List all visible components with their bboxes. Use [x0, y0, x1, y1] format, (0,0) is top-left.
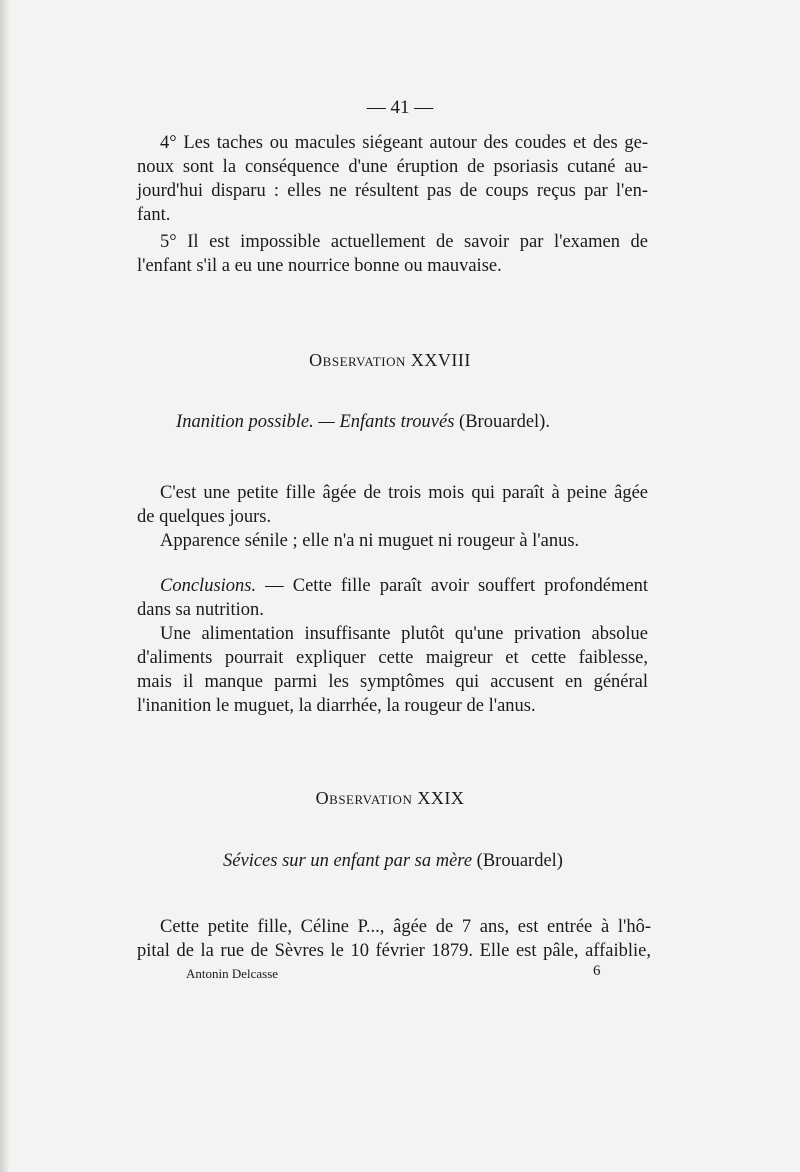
observation-28-subtitle-author: (Brouardel).: [454, 412, 550, 432]
para4-line4: fant.: [137, 205, 171, 225]
footer-signature: 6: [593, 963, 601, 979]
para4-line2: noux sont la conséquence d'une éruption de psoriasis cutané au-: [137, 157, 648, 177]
para5-line1: 5° Il est impossible actuellement de savoir par l'examen de: [160, 232, 648, 252]
para5-line2: l'enfant s'il a eu une nourrice bonne ou mauvaise.: [137, 256, 502, 276]
obs28-conclusions-line4: d'aliments pourrait expliquer cette maigreur et cette faiblesse,: [137, 648, 648, 668]
para4-line1: 4° Les taches ou macules siégeant autour des coudes et des ge-: [160, 133, 648, 153]
conclusions-label: Conclusions.: [160, 576, 257, 596]
obs28-conclusions-line5: mais il manque parmi les symptômes qui accusent en général: [137, 672, 648, 692]
observation-28-subtitle-italic: Inanition possible. — Enfants trouvés: [176, 412, 455, 432]
observation-28-subtitle: [0, 412, 726, 433]
obs28-body-line3: Apparence sénile ; elle n'a ni muguet ni rougeur à l'anus.: [160, 531, 580, 551]
page-number: — 41 —: [366, 97, 434, 118]
obs28-conclusions-line1: [160, 574, 648, 598]
obs29-body-line2: pital de la rue de Sèvres le 10 février 1879. Elle est pâle, affaiblie,: [137, 941, 651, 961]
para4-line3: jourd'hui disparu : elles ne résultent pas de coups reçus par l'en-: [137, 181, 648, 201]
observation-29-heading-text: Observation XXIX: [315, 788, 465, 808]
observation-28-heading-text: Observation XXVIII: [309, 350, 471, 370]
obs28-conclusions-line3: Une alimentation insuffisante plutôt qu'une privation absolue: [160, 624, 648, 644]
conclusions-text: — Cette fille paraît avoir souffert profondément: [256, 576, 648, 596]
obs28-body-line2: de quelques jours.: [137, 507, 272, 527]
observation-29-subtitle: [0, 851, 786, 872]
obs28-body-line1: C'est une petite fille âgée de trois mois qui paraît à peine âgée: [160, 483, 648, 503]
observation-29-subtitle-italic: Sévices sur un enfant par sa mère: [223, 851, 473, 871]
observation-28-heading: [0, 350, 780, 371]
obs28-conclusions-line2: dans sa nutrition.: [137, 600, 264, 620]
observation-29-heading: [0, 788, 780, 809]
obs29-body-line1: Cette petite fille, Céline P..., âgée de 7 ans, est entrée à l'hô-: [160, 917, 651, 937]
obs28-conclusions-line6: l'inanition le muguet, la diarrhée, la rougeur de l'anus.: [137, 696, 536, 716]
footer-author: Antonin Delcasse: [186, 966, 279, 981]
observation-29-subtitle-author: (Brouardel): [472, 851, 563, 871]
